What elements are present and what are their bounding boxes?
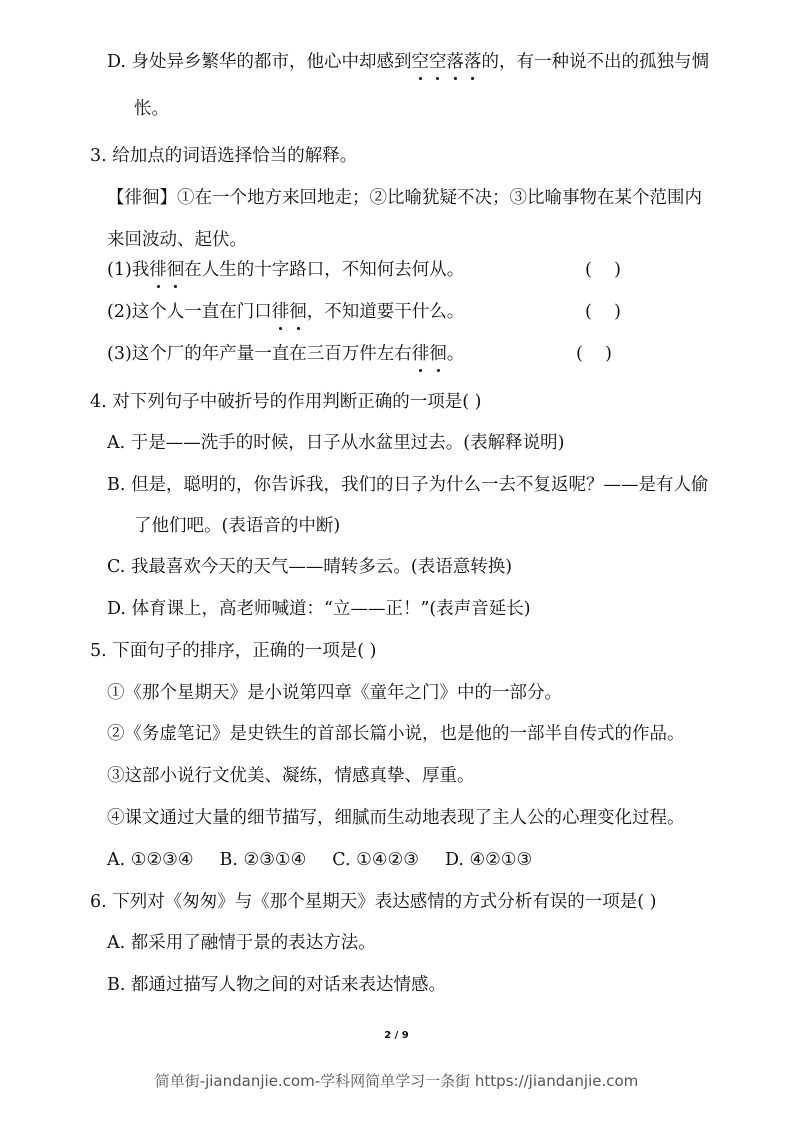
q4-option-b-line1: B. 但是，聪明的，你告诉我，我们的日子为什么一去不复返呢？——是有人偷 (107, 475, 709, 495)
q3-stem: 3. 给加点的词语选择恰当的解释。 (90, 146, 358, 166)
q3-definition-line2: 来回波动、起伏。 (107, 230, 247, 250)
q5-options (107, 848, 558, 872)
q3-item-3-pre: (3)这个厂的年产量一直在三百万件左右 (107, 344, 412, 364)
emphasis-dot-char: 空 (429, 52, 447, 72)
q2-option-d-cont: 怅。 (134, 99, 169, 119)
q5-option-a: A. ①②③④ (107, 850, 194, 870)
q4-stem: 4. 对下列句子中破折号的作用判断正确的一项是( ) (90, 392, 482, 412)
q5-sentence-4: ④课文通过大量的细节描写，细腻而生动地表现了主人公的心理变化过程。 (107, 808, 685, 828)
emphasis-dot-char: 落 (446, 52, 465, 72)
emphasis-dot-char: 徘 (271, 302, 290, 322)
q3-item-1-post: 在人生的十字路口，不知何去何从。 (184, 260, 465, 280)
q6-option-a: A. 都采用了融情于景的表达方法。 (107, 933, 376, 953)
q3-item-2 (107, 300, 464, 324)
q4-option-d: D. 体育课上，高老师喊道：“立——正！”(表声音延长) (107, 599, 531, 619)
q3-item-1-dotted (149, 260, 184, 280)
page-number: 2 / 9 (384, 1030, 409, 1041)
q4-option-a: A. 于是——洗手的时候，日子从水盆里过去。(表解释说明) (107, 433, 565, 453)
q3-item-3-post: 。 (446, 344, 465, 364)
q5-option-b: B. ②③①④ (219, 850, 307, 870)
q6-stem: 6. 下列对《匆匆》与《那个星期天》表达感情的方式分析有误的一项是( ) (90, 892, 657, 912)
emphasis-dot-char: 空 (411, 52, 430, 72)
q2-option-d (107, 50, 709, 74)
q5-sentence-1: ①《那个星期天》是小说第四章《童年之门》中的一部分。 (107, 683, 562, 703)
q2-option-d-post: 的，有一种说不出的孤独与惆 (481, 52, 710, 72)
q3-item-3 (107, 342, 464, 366)
emphasis-dot-char: 徘 (411, 344, 430, 364)
emphasis-dot-char: 徊 (166, 260, 185, 280)
emphasis-dot-char: 徊 (429, 344, 447, 364)
q5-option-c: C. ①④②③ (332, 850, 419, 870)
emphasis-dot-char: 徊 (289, 302, 307, 322)
emphasis-dot-char: 徘 (149, 260, 167, 280)
q5-option-d: D. ④②①③ (444, 850, 533, 870)
q3-item-1-answer-blank[interactable]: ( ) (585, 260, 621, 280)
q6-option-b: B. 都通过描写人物之间的对话来表达情感。 (107, 975, 446, 995)
q3-definition-line1: 【徘徊】①在一个地方来回地走；②比喻犹疑不决；③比喻事物在某个范围内 (107, 188, 702, 208)
q3-item-2-post: ，不知道要干什么。 (306, 302, 465, 322)
q3-item-1 (107, 258, 464, 282)
watermark-site-line: 简单街-jiandanjie.com-学科网简单学习一条街 https://jiandanjie.com (154, 1072, 639, 1090)
q5-sentence-2: ②《务虚笔记》是史铁生的首部长篇小说，也是他的一部半自传式的作品。 (107, 724, 685, 744)
q5-stem: 5. 下面句子的排序，正确的一项是( ) (90, 641, 377, 661)
q3-item-2-pre: (2)这个人一直在门口 (107, 302, 272, 322)
q3-item-1-pre: (1)我 (107, 260, 150, 280)
q3-item-2-dotted (272, 302, 307, 322)
q2-option-d-dotted (412, 52, 482, 72)
q3-item-3-dotted (412, 344, 447, 364)
q4-option-b-line2: 了他们吧。(表语音的中断) (134, 516, 341, 536)
q4-option-c: C. 我最喜欢今天的天气——晴转多云。(表语意转换) (107, 557, 513, 577)
q3-item-3-answer-blank[interactable]: ( ) (576, 344, 612, 364)
emphasis-dot-char: 落 (464, 52, 482, 72)
q5-sentence-3: ③这部小说行文优美、凝练，情感真挚、厚重。 (107, 766, 475, 786)
q3-item-2-answer-blank[interactable]: ( ) (585, 302, 621, 322)
q2-option-d-pre: D. 身处异乡繁华的都市，他心中却感到 (107, 52, 412, 72)
